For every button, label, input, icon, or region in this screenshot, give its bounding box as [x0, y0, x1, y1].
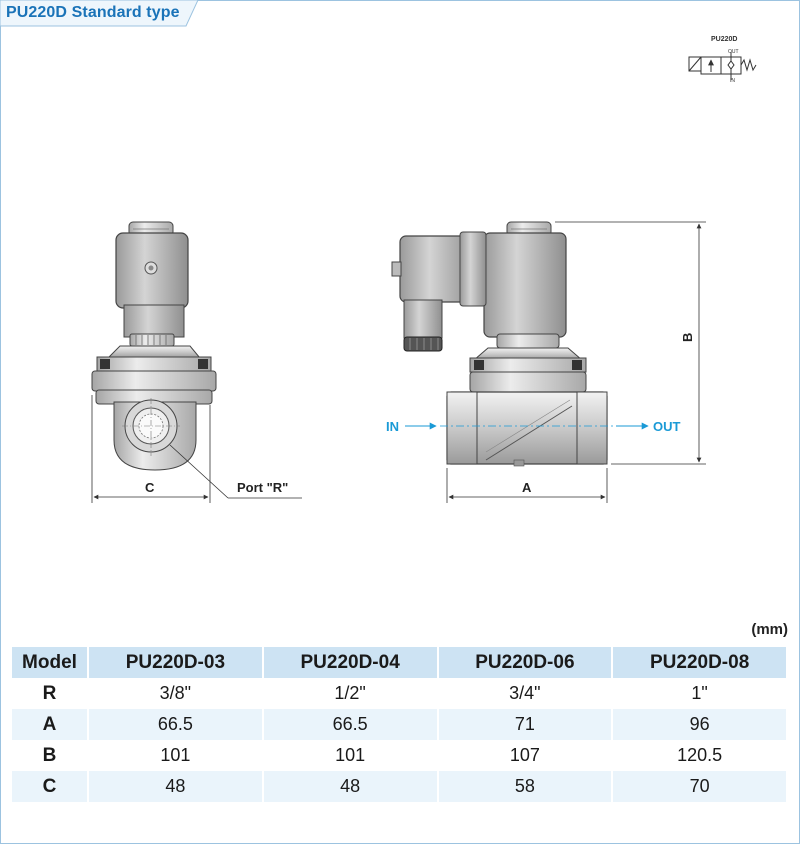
symbol-title: PU220D — [711, 36, 738, 43]
table-cell: 120.5 — [612, 740, 787, 771]
dimension-b-label: B — [680, 332, 695, 342]
table-row — [12, 740, 787, 771]
dimension-a-label: A — [522, 480, 532, 495]
row-label: R — [12, 678, 88, 709]
table-cell: 58 — [438, 771, 613, 802]
table-cell: 48 — [88, 771, 263, 802]
header-pu220d-04: PU220D-04 — [263, 647, 438, 678]
dimension-c-label: C — [145, 480, 155, 495]
table-cell: 71 — [438, 709, 613, 740]
header-model: Model — [12, 647, 88, 678]
flow-in-label: IN — [386, 419, 399, 434]
table-cell: 48 — [263, 771, 438, 802]
unit-label: (mm) — [751, 621, 788, 638]
table-header-row — [12, 647, 787, 678]
header-pu220d-08: PU220D-08 — [612, 647, 787, 678]
table-cell: 3/8" — [88, 678, 263, 709]
table-row — [12, 709, 787, 740]
table-cell: 1/2" — [263, 678, 438, 709]
table-cell: 101 — [88, 740, 263, 771]
dimension-table — [12, 647, 788, 802]
table-cell: 101 — [263, 740, 438, 771]
valve-symbol — [689, 36, 756, 84]
row-label: B — [12, 740, 88, 771]
table-cell: 70 — [612, 771, 787, 802]
symbol-in-label: IN — [730, 78, 735, 84]
row-label: A — [12, 709, 88, 740]
table-cell: 107 — [438, 740, 613, 771]
row-label: C — [12, 771, 88, 802]
valve-side-view — [92, 222, 302, 503]
section-title: PU220D Standard type — [6, 4, 180, 21]
table-cell: 1" — [612, 678, 787, 709]
header-pu220d-06: PU220D-06 — [438, 647, 613, 678]
table-row — [12, 678, 787, 709]
symbol-out-label: OUT — [728, 49, 739, 55]
table-row — [12, 771, 787, 802]
table-cell: 66.5 — [263, 709, 438, 740]
flow-out-label: OUT — [653, 419, 681, 434]
table-cell: 66.5 — [88, 709, 263, 740]
table-cell: 96 — [612, 709, 787, 740]
header-pu220d-03: PU220D-03 — [88, 647, 263, 678]
port-r-label: Port "R" — [237, 480, 289, 495]
valve-front-view — [386, 222, 706, 503]
table-cell: 3/4" — [438, 678, 613, 709]
